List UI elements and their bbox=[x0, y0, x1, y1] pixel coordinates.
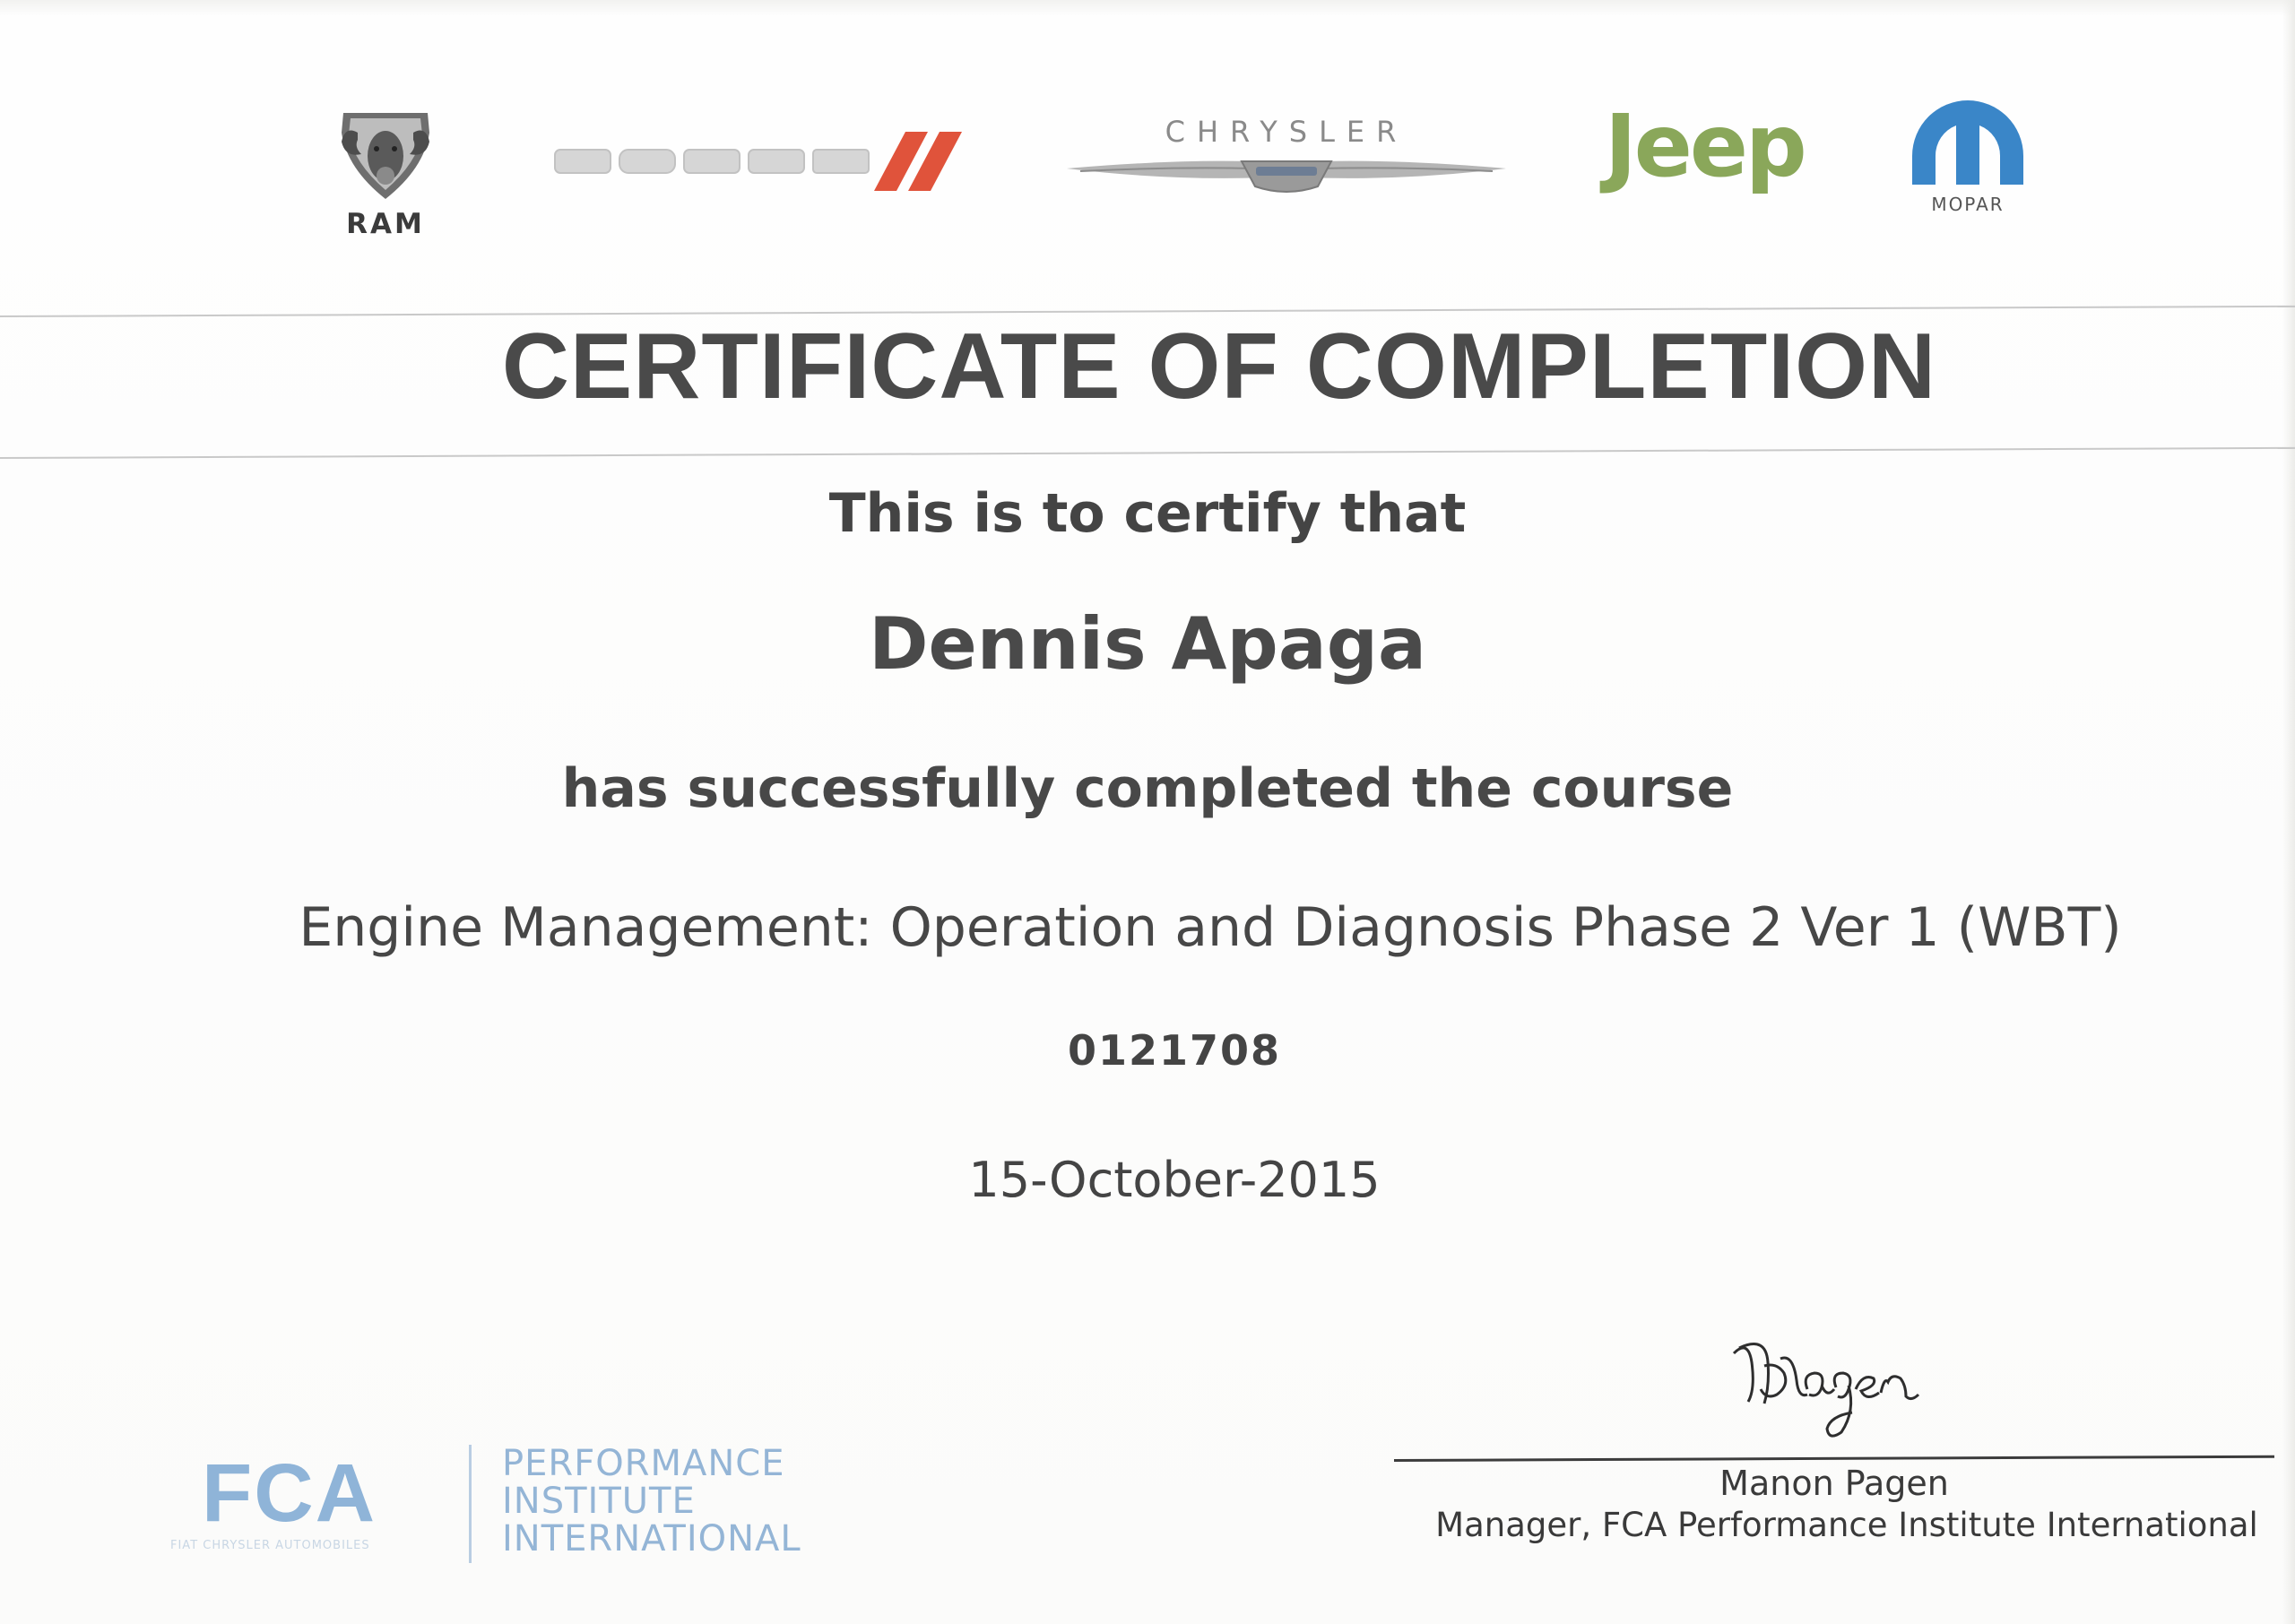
handwritten-signature bbox=[1721, 1326, 1963, 1452]
signature-icon bbox=[1721, 1326, 1963, 1452]
recipient-name: Dennis Apaga bbox=[869, 602, 1426, 686]
ram-head-icon bbox=[318, 106, 453, 204]
chrysler-logo bbox=[1062, 115, 1511, 204]
institute-line: PERFORMANCE bbox=[502, 1443, 785, 1484]
scan-edge-top bbox=[0, 0, 2295, 16]
institute-name bbox=[502, 1445, 801, 1558]
institute-line: INSTITUTE bbox=[502, 1481, 696, 1522]
signature-line bbox=[1394, 1456, 2274, 1462]
jeep-logo: Jeep bbox=[1605, 96, 1805, 196]
mopar-wordmark: MOPAR bbox=[1931, 194, 2005, 215]
ram-wordmark: RAM bbox=[346, 208, 425, 240]
mopar-m-icon bbox=[1905, 95, 2031, 194]
chrysler-wordmark: CHRYSLER bbox=[1165, 115, 1408, 149]
fca-divider bbox=[469, 1445, 472, 1563]
dodge-wordmark-icon bbox=[551, 130, 977, 202]
fca-logo: FCA bbox=[202, 1447, 377, 1539]
certify-line: This is to certify that bbox=[828, 482, 1467, 545]
mopar-logo bbox=[1905, 95, 2031, 220]
completed-line: has successfully completed the course bbox=[561, 757, 1734, 820]
chrysler-wings-icon bbox=[1062, 115, 1511, 204]
completion-date: 15-October-2015 bbox=[968, 1152, 1381, 1208]
signatory-name: Manon Pagen bbox=[1719, 1464, 1949, 1503]
institute-line: INTERNATIONAL bbox=[502, 1518, 801, 1559]
dodge-logo bbox=[551, 130, 977, 202]
signatory-title: Manager, FCA Performance Institute International bbox=[1435, 1506, 2258, 1544]
course-name: Engine Management: Operation and Diagnosis Phase 2 Ver 1 (WBT) bbox=[299, 896, 2122, 959]
certificate-title: CERTIFICATE OF COMPLETION bbox=[501, 315, 1937, 419]
ram-logo bbox=[318, 106, 453, 245]
course-code: 0121708 bbox=[1067, 1026, 1282, 1075]
title-divider bbox=[0, 447, 2295, 459]
fca-tagline: FIAT CHRYSLER AUTOMOBILES bbox=[170, 1539, 370, 1552]
